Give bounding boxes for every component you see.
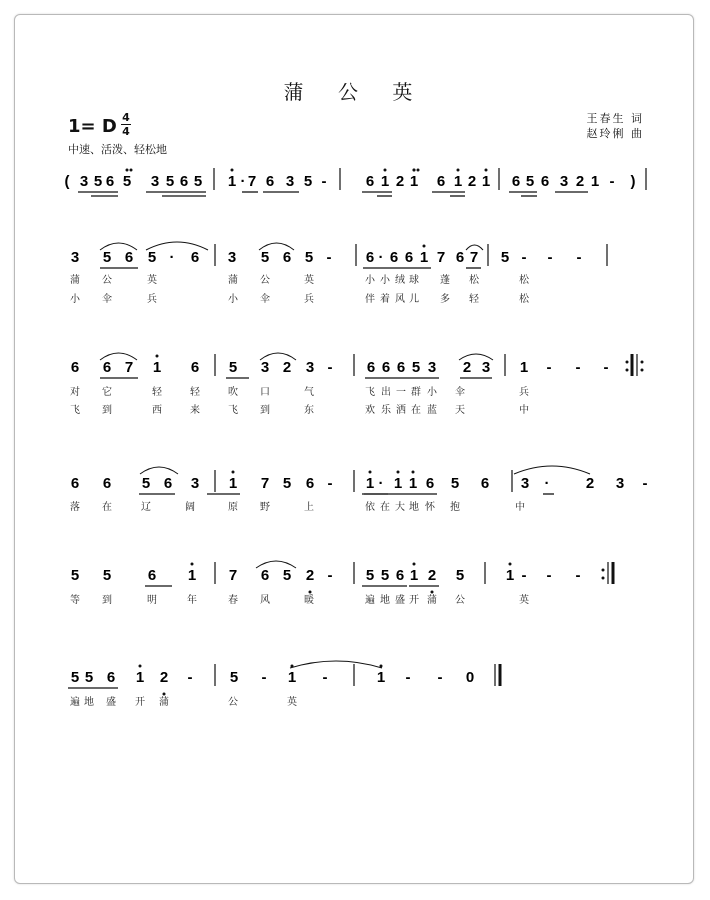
note: 2 bbox=[575, 173, 585, 190]
lyric-verse2: 西 bbox=[152, 405, 162, 416]
lyric-verse2: 在 bbox=[411, 405, 421, 416]
low-octave-dot bbox=[163, 693, 166, 696]
note: 6 bbox=[102, 475, 112, 492]
note: 2 bbox=[585, 475, 595, 492]
lyric-verse2: 蓝 bbox=[427, 405, 437, 416]
note: 6 bbox=[147, 567, 157, 584]
note: 1 bbox=[408, 475, 418, 492]
note: 1 bbox=[590, 173, 600, 190]
repeat-dot bbox=[626, 369, 629, 372]
note: 5 bbox=[165, 173, 175, 190]
dash: - bbox=[326, 249, 332, 266]
grace-dots bbox=[126, 169, 129, 172]
lyric-verse2: 风 bbox=[395, 294, 405, 305]
lyric-verse1: 轻 bbox=[190, 387, 200, 398]
note: 3 bbox=[70, 249, 80, 266]
note: 6 bbox=[396, 359, 406, 376]
note: 5 bbox=[228, 359, 238, 376]
note: 1 bbox=[409, 173, 419, 190]
note: 5 bbox=[102, 567, 112, 584]
note: 6 bbox=[389, 249, 399, 266]
note: 5 bbox=[102, 249, 112, 266]
lyric-verse1: 遍 bbox=[365, 595, 375, 606]
lyric-verse1: 春 bbox=[228, 595, 238, 606]
high-octave-dot bbox=[485, 169, 488, 172]
note: 5 bbox=[260, 249, 270, 266]
dash: - bbox=[327, 567, 333, 584]
lyric-verse2: 着 bbox=[380, 294, 390, 305]
lyric-verse1: 落 bbox=[70, 502, 80, 513]
note: 1 bbox=[287, 669, 297, 686]
lyric-verse1: 小 bbox=[427, 387, 437, 398]
note: 7 bbox=[247, 173, 257, 190]
lyric-verse1: 明 bbox=[147, 595, 157, 606]
note: 6 bbox=[106, 669, 116, 686]
note: 5 bbox=[70, 567, 80, 584]
lyric-verse1: 对 bbox=[70, 387, 80, 398]
dash: - bbox=[327, 475, 333, 492]
dash: - bbox=[405, 669, 411, 686]
note: 6 bbox=[105, 173, 115, 190]
slur bbox=[290, 661, 382, 668]
lyric-verse1: 辽 bbox=[141, 502, 151, 513]
lyric-verse1: 蒲 bbox=[427, 595, 437, 606]
lyric-verse1: 兵 bbox=[519, 387, 529, 398]
note: 6 bbox=[365, 249, 375, 266]
note: 5 bbox=[525, 173, 535, 190]
lyric-verse2: 多 bbox=[440, 294, 450, 305]
note: 2 bbox=[305, 567, 315, 584]
lyric-verse2: 松 bbox=[519, 294, 529, 305]
dash: - bbox=[546, 359, 552, 376]
slur bbox=[514, 466, 590, 474]
key-signature: 1= D bbox=[68, 116, 117, 137]
note: 5 bbox=[141, 475, 151, 492]
note: 5 bbox=[500, 249, 510, 266]
dot-duration: · bbox=[378, 475, 384, 492]
dash: - bbox=[547, 249, 553, 266]
note: 7 bbox=[469, 249, 479, 266]
lyric-verse1: 群 bbox=[411, 387, 421, 398]
lyric-verse1: 风 bbox=[260, 595, 270, 606]
lyric-verse1: 上 bbox=[304, 502, 314, 513]
time-signature-top: 4 bbox=[122, 111, 130, 124]
note: 6 bbox=[190, 249, 200, 266]
lyric-verse2: 伞 bbox=[102, 294, 112, 305]
lyric-verse1: 公 bbox=[102, 275, 112, 286]
grace-dots bbox=[130, 169, 133, 172]
note: 5 bbox=[304, 249, 314, 266]
note: 2 bbox=[467, 173, 477, 190]
note: 7 bbox=[260, 475, 270, 492]
high-octave-dot bbox=[509, 563, 512, 566]
note: 6 bbox=[540, 173, 550, 190]
lyric-verse1: 绒 bbox=[395, 275, 405, 286]
note: 1 bbox=[453, 173, 463, 190]
lyric-verse1: 松 bbox=[519, 275, 529, 286]
grace-dots bbox=[413, 169, 416, 172]
lyric-verse1: 野 bbox=[260, 502, 270, 513]
lyric-verse1: 暖 bbox=[304, 595, 314, 606]
note: 6 bbox=[179, 173, 189, 190]
dash: - bbox=[521, 249, 527, 266]
lyric-verse2: 欢 bbox=[365, 405, 375, 416]
dash: - bbox=[603, 359, 609, 376]
lyric-verse1: 球 bbox=[409, 275, 419, 286]
note: 6 bbox=[265, 173, 275, 190]
lyric-verse1: 地 bbox=[380, 595, 390, 606]
note: 1 bbox=[519, 359, 529, 376]
notation-layer bbox=[65, 168, 648, 708]
note: 5 bbox=[450, 475, 460, 492]
lyric-verse1: 怀 bbox=[425, 502, 435, 513]
note: 6 bbox=[381, 359, 391, 376]
lyric-verse2: 来 bbox=[190, 405, 200, 416]
lyric-verse1: 在 bbox=[102, 502, 112, 513]
note: 6 bbox=[365, 173, 375, 190]
lyric-verse1: 公 bbox=[228, 697, 238, 708]
lyric-verse2: 小 bbox=[228, 294, 238, 305]
dot-duration: · bbox=[544, 475, 550, 492]
lyric-verse1: 中 bbox=[515, 502, 525, 513]
note: 6 bbox=[190, 359, 200, 376]
lyric-verse1: 大 bbox=[395, 502, 405, 513]
high-octave-dot bbox=[412, 471, 415, 474]
lyric-verse2: 中 bbox=[519, 405, 529, 416]
lyric-verse1: 英 bbox=[147, 275, 157, 286]
dash: - bbox=[261, 669, 267, 686]
note: 6 bbox=[282, 249, 292, 266]
lyric-verse1: 公 bbox=[455, 595, 465, 606]
lyric-verse1: 小 bbox=[380, 275, 390, 286]
note: 1 bbox=[365, 475, 375, 492]
high-octave-dot bbox=[231, 169, 234, 172]
lyric-verse1: 在 bbox=[380, 502, 390, 513]
lyric-verse1: 等 bbox=[70, 595, 80, 606]
note: 6 bbox=[395, 567, 405, 584]
dot-duration: · bbox=[240, 173, 246, 190]
high-octave-dot bbox=[413, 563, 416, 566]
lyric-verse1: 开 bbox=[135, 697, 145, 708]
note: 1 bbox=[152, 359, 162, 376]
lyric-verse2: 飞 bbox=[228, 405, 238, 416]
lyric-verse1: 蒲 bbox=[159, 697, 169, 708]
note: 3 bbox=[79, 173, 89, 190]
note: ( bbox=[64, 173, 70, 190]
dash: - bbox=[321, 173, 327, 190]
note: 6 bbox=[455, 249, 465, 266]
note: 1 bbox=[393, 475, 403, 492]
song-title: 蒲 公 英 bbox=[283, 80, 427, 104]
note: 1 bbox=[481, 173, 491, 190]
note: 5 bbox=[282, 475, 292, 492]
note: 7 bbox=[436, 249, 446, 266]
lyric-verse1: 轻 bbox=[152, 387, 162, 398]
lyric-verse1: 蓬 bbox=[440, 275, 450, 286]
repeat-dot bbox=[626, 361, 629, 364]
note: 3 bbox=[559, 173, 569, 190]
note: 1 bbox=[227, 173, 237, 190]
note: 3 bbox=[305, 359, 315, 376]
note: 6 bbox=[124, 249, 134, 266]
lyric-verse2: 乐 bbox=[381, 405, 391, 416]
lyric-verse1: 依 bbox=[365, 502, 375, 513]
dash: - bbox=[642, 475, 648, 492]
dash: - bbox=[575, 359, 581, 376]
note: 2 bbox=[395, 173, 405, 190]
lyric-verse2: 天 bbox=[455, 405, 465, 416]
dash: - bbox=[327, 359, 333, 376]
slur bbox=[140, 467, 178, 474]
note: 6 bbox=[70, 359, 80, 376]
lyric-verse1: 蒲 bbox=[70, 275, 80, 286]
time-signature-bottom: 4 bbox=[122, 125, 130, 138]
dot-duration: · bbox=[378, 249, 384, 266]
note: 3 bbox=[150, 173, 160, 190]
note: 2 bbox=[427, 567, 437, 584]
lyric-verse2: 儿 bbox=[409, 294, 419, 305]
note: 6 bbox=[511, 173, 521, 190]
note: 1 bbox=[187, 567, 197, 584]
note: 6 bbox=[436, 173, 446, 190]
note: 1 bbox=[135, 669, 145, 686]
note: 5 bbox=[84, 669, 94, 686]
note: 1 bbox=[228, 475, 238, 492]
note: 5 bbox=[411, 359, 421, 376]
lyric-verse2: 到 bbox=[102, 405, 112, 416]
tempo-marking: 中速、活泼、轻松地 bbox=[68, 143, 167, 156]
dash: - bbox=[437, 669, 443, 686]
note: 3 bbox=[227, 249, 237, 266]
high-octave-dot bbox=[156, 355, 159, 358]
lyric-verse2: 到 bbox=[260, 405, 270, 416]
lyric-verse1: 小 bbox=[365, 275, 375, 286]
note: 3 bbox=[481, 359, 491, 376]
note: 5 bbox=[229, 669, 239, 686]
note: 5 bbox=[303, 173, 313, 190]
lyric-verse1: 地 bbox=[409, 502, 419, 513]
lyric-verse1: 公 bbox=[260, 275, 270, 286]
note: 3 bbox=[520, 475, 530, 492]
lyric-verse1: 出 bbox=[381, 387, 391, 398]
lyric-verse1: 英 bbox=[304, 275, 314, 286]
note: 5 bbox=[93, 173, 103, 190]
note: 3 bbox=[260, 359, 270, 376]
lyric-verse2: 东 bbox=[304, 405, 314, 416]
lyric-verse1: 遍 bbox=[70, 697, 80, 708]
note: 6 bbox=[102, 359, 112, 376]
lyric-verse1: 伞 bbox=[455, 387, 465, 398]
lyric-verse1: 松 bbox=[469, 275, 479, 286]
note: 1 bbox=[409, 567, 419, 584]
lyric-verse2: 洒 bbox=[396, 405, 406, 416]
lyric-verse1: 阔 bbox=[185, 502, 195, 513]
dash: - bbox=[609, 173, 615, 190]
note: 1 bbox=[376, 669, 386, 686]
lyric-verse2: 轻 bbox=[469, 294, 479, 305]
high-octave-dot bbox=[232, 471, 235, 474]
lyric-verse1: 它 bbox=[102, 387, 112, 398]
note: 5 bbox=[380, 567, 390, 584]
note: 2 bbox=[282, 359, 292, 376]
low-octave-dot bbox=[309, 591, 312, 594]
lyric-verse2: 伞 bbox=[260, 294, 270, 305]
dash: - bbox=[187, 669, 193, 686]
note: 1 bbox=[505, 567, 515, 584]
note: 0 bbox=[465, 669, 475, 686]
note: 3 bbox=[190, 475, 200, 492]
repeat-dot bbox=[641, 361, 644, 364]
dash: - bbox=[576, 249, 582, 266]
note: 5 bbox=[70, 669, 80, 686]
lyric-verse1: 地 bbox=[84, 697, 94, 708]
high-octave-dot bbox=[423, 245, 426, 248]
note: 3 bbox=[615, 475, 625, 492]
lyricist-credit: 王春生 词 bbox=[586, 112, 644, 125]
lyric-verse2: 兵 bbox=[147, 294, 157, 305]
lyric-verse1: 盛 bbox=[106, 697, 116, 708]
note: 2 bbox=[462, 359, 472, 376]
note: 1 bbox=[419, 249, 429, 266]
note: 5 bbox=[193, 173, 203, 190]
grace-dots bbox=[417, 169, 420, 172]
note: 5 bbox=[122, 173, 132, 190]
note: 7 bbox=[228, 567, 238, 584]
note: 6 bbox=[260, 567, 270, 584]
lyric-verse1: 年 bbox=[187, 595, 197, 606]
note: 6 bbox=[163, 475, 173, 492]
composer-credit: 赵玲俐 曲 bbox=[586, 127, 644, 140]
lyric-verse1: 气 bbox=[304, 387, 314, 398]
repeat-dot bbox=[602, 569, 605, 572]
lyric-verse1: 英 bbox=[287, 697, 297, 708]
dot-duration: · bbox=[169, 249, 175, 266]
lyric-verse2: 飞 bbox=[70, 405, 80, 416]
lyric-verse1: 吹 bbox=[228, 387, 238, 398]
note: ) bbox=[630, 173, 636, 190]
lyric-verse2: 小 bbox=[70, 294, 80, 305]
high-octave-dot bbox=[397, 471, 400, 474]
note: 6 bbox=[425, 475, 435, 492]
dash: - bbox=[322, 669, 328, 686]
dash: - bbox=[546, 567, 552, 584]
note: 5 bbox=[147, 249, 157, 266]
lyric-verse1: 到 bbox=[102, 595, 112, 606]
lyric-verse2: 伴 bbox=[365, 294, 375, 305]
note: 6 bbox=[480, 475, 490, 492]
lyric-verse1: 英 bbox=[519, 595, 529, 606]
dash: - bbox=[575, 567, 581, 584]
lyric-verse1: 原 bbox=[228, 502, 238, 513]
note: 5 bbox=[282, 567, 292, 584]
high-octave-dot bbox=[191, 563, 194, 566]
high-octave-dot bbox=[139, 665, 142, 668]
note: 3 bbox=[427, 359, 437, 376]
repeat-dot bbox=[641, 369, 644, 372]
high-octave-dot bbox=[384, 169, 387, 172]
lyric-verse1: 开 bbox=[409, 595, 419, 606]
note: 7 bbox=[124, 359, 134, 376]
lyric-verse2: 兵 bbox=[304, 294, 314, 305]
high-octave-dot bbox=[457, 169, 460, 172]
dash: - bbox=[521, 567, 527, 584]
note: 6 bbox=[70, 475, 80, 492]
lyric-verse1: 一 bbox=[396, 387, 406, 398]
high-octave-dot bbox=[369, 471, 372, 474]
lyric-verse1: 口 bbox=[260, 387, 270, 398]
note: 6 bbox=[305, 475, 315, 492]
note: 6 bbox=[404, 249, 414, 266]
note: 5 bbox=[365, 567, 375, 584]
note: 2 bbox=[159, 669, 169, 686]
lyric-verse1: 蒲 bbox=[228, 275, 238, 286]
lyric-verse1: 抱 bbox=[450, 502, 460, 513]
lyric-verse1: 飞 bbox=[365, 387, 375, 398]
repeat-dot bbox=[602, 577, 605, 580]
note: 6 bbox=[366, 359, 376, 376]
note: 5 bbox=[455, 567, 465, 584]
note: 1 bbox=[380, 173, 390, 190]
note: 3 bbox=[285, 173, 295, 190]
low-octave-dot bbox=[431, 591, 434, 594]
lyric-verse1: 盛 bbox=[395, 595, 405, 606]
